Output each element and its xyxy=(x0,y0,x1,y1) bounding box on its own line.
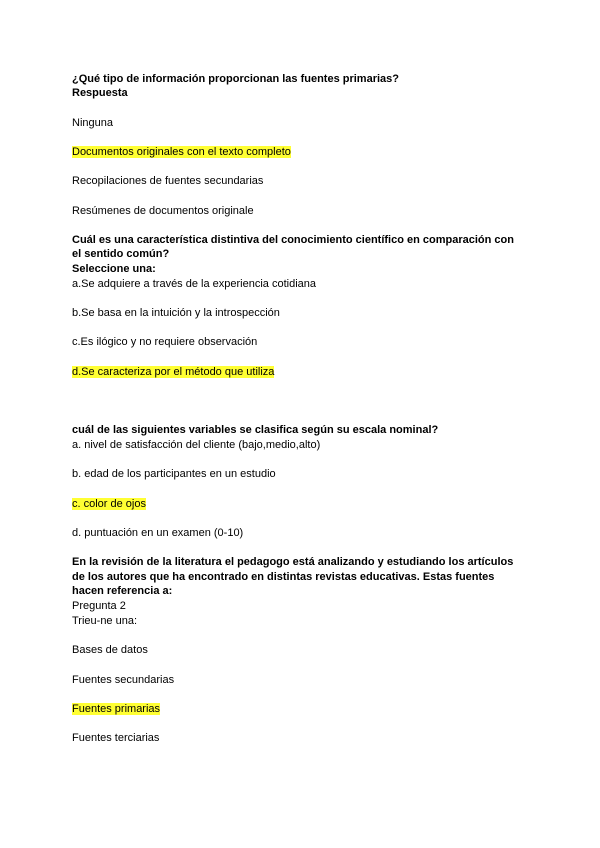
q1-option-1: Ninguna xyxy=(72,117,113,129)
highlighted-answer: d.Se caracteriza por el método que utiliza xyxy=(72,366,275,378)
q2-option-a: a.Se adquiere a través de la experiencia cotidiana xyxy=(72,278,316,290)
q2-option-d-correct xyxy=(72,366,274,379)
q3-option-a: a. nivel de satisfacción del cliente (bajo,medio,alto) xyxy=(72,439,321,451)
q1-option-3: Recopilaciones de fuentes secundarias xyxy=(72,175,264,187)
q3-option-b: b. edad de los participantes en un estudio xyxy=(72,468,276,480)
question-4-line-3: hacen referencia a: xyxy=(72,585,173,597)
q2-option-c: c.Es ilógico y no requiere observación xyxy=(72,336,258,348)
question-1-text: ¿Qué tipo de información proporcionan las fuentes primarias? xyxy=(72,73,399,85)
q4-option-1: Bases de datos xyxy=(72,644,148,656)
highlighted-answer: c. color de ojos xyxy=(72,498,146,510)
question-3-text: cuál de las siguientes variables se clasifica según su escala nominal? xyxy=(72,424,439,436)
question-4-sublabel: Pregunta 2 xyxy=(72,600,126,612)
q4-option-3-correct xyxy=(72,703,160,716)
highlighted-answer: Fuentes primarias xyxy=(72,703,161,715)
question-2-line-1: Cuál es una característica distintiva del conocimiento científico en comparación con xyxy=(72,234,514,246)
question-2-label: Seleccione una: xyxy=(72,263,156,275)
q4-option-2: Fuentes secundarias xyxy=(72,674,175,686)
question-4-line-1: En la revisión de la literatura el pedagogo está analizando y estudiando los artículos xyxy=(72,556,514,568)
question-4-label: Trieu-ne una: xyxy=(72,615,138,627)
question-2-line-2: el sentido común? xyxy=(72,248,170,260)
question-4-line-2: de los autores que ha encontrado en distintas revistas educativas. Estas fuentes xyxy=(72,571,495,583)
q3-option-c-correct xyxy=(72,498,146,511)
question-1-label: Respuesta xyxy=(72,87,128,99)
q1-option-4: Resúmenes de documentos originale xyxy=(72,205,254,217)
q2-option-b: b.Se basa en la intuición y la introspección xyxy=(72,307,280,319)
highlighted-answer: Documentos originales con el texto completo xyxy=(72,146,291,158)
q3-option-d: d. puntuación en un examen (0-10) xyxy=(72,527,244,539)
q1-option-2-correct xyxy=(72,146,291,159)
q4-option-4: Fuentes terciarias xyxy=(72,732,160,744)
